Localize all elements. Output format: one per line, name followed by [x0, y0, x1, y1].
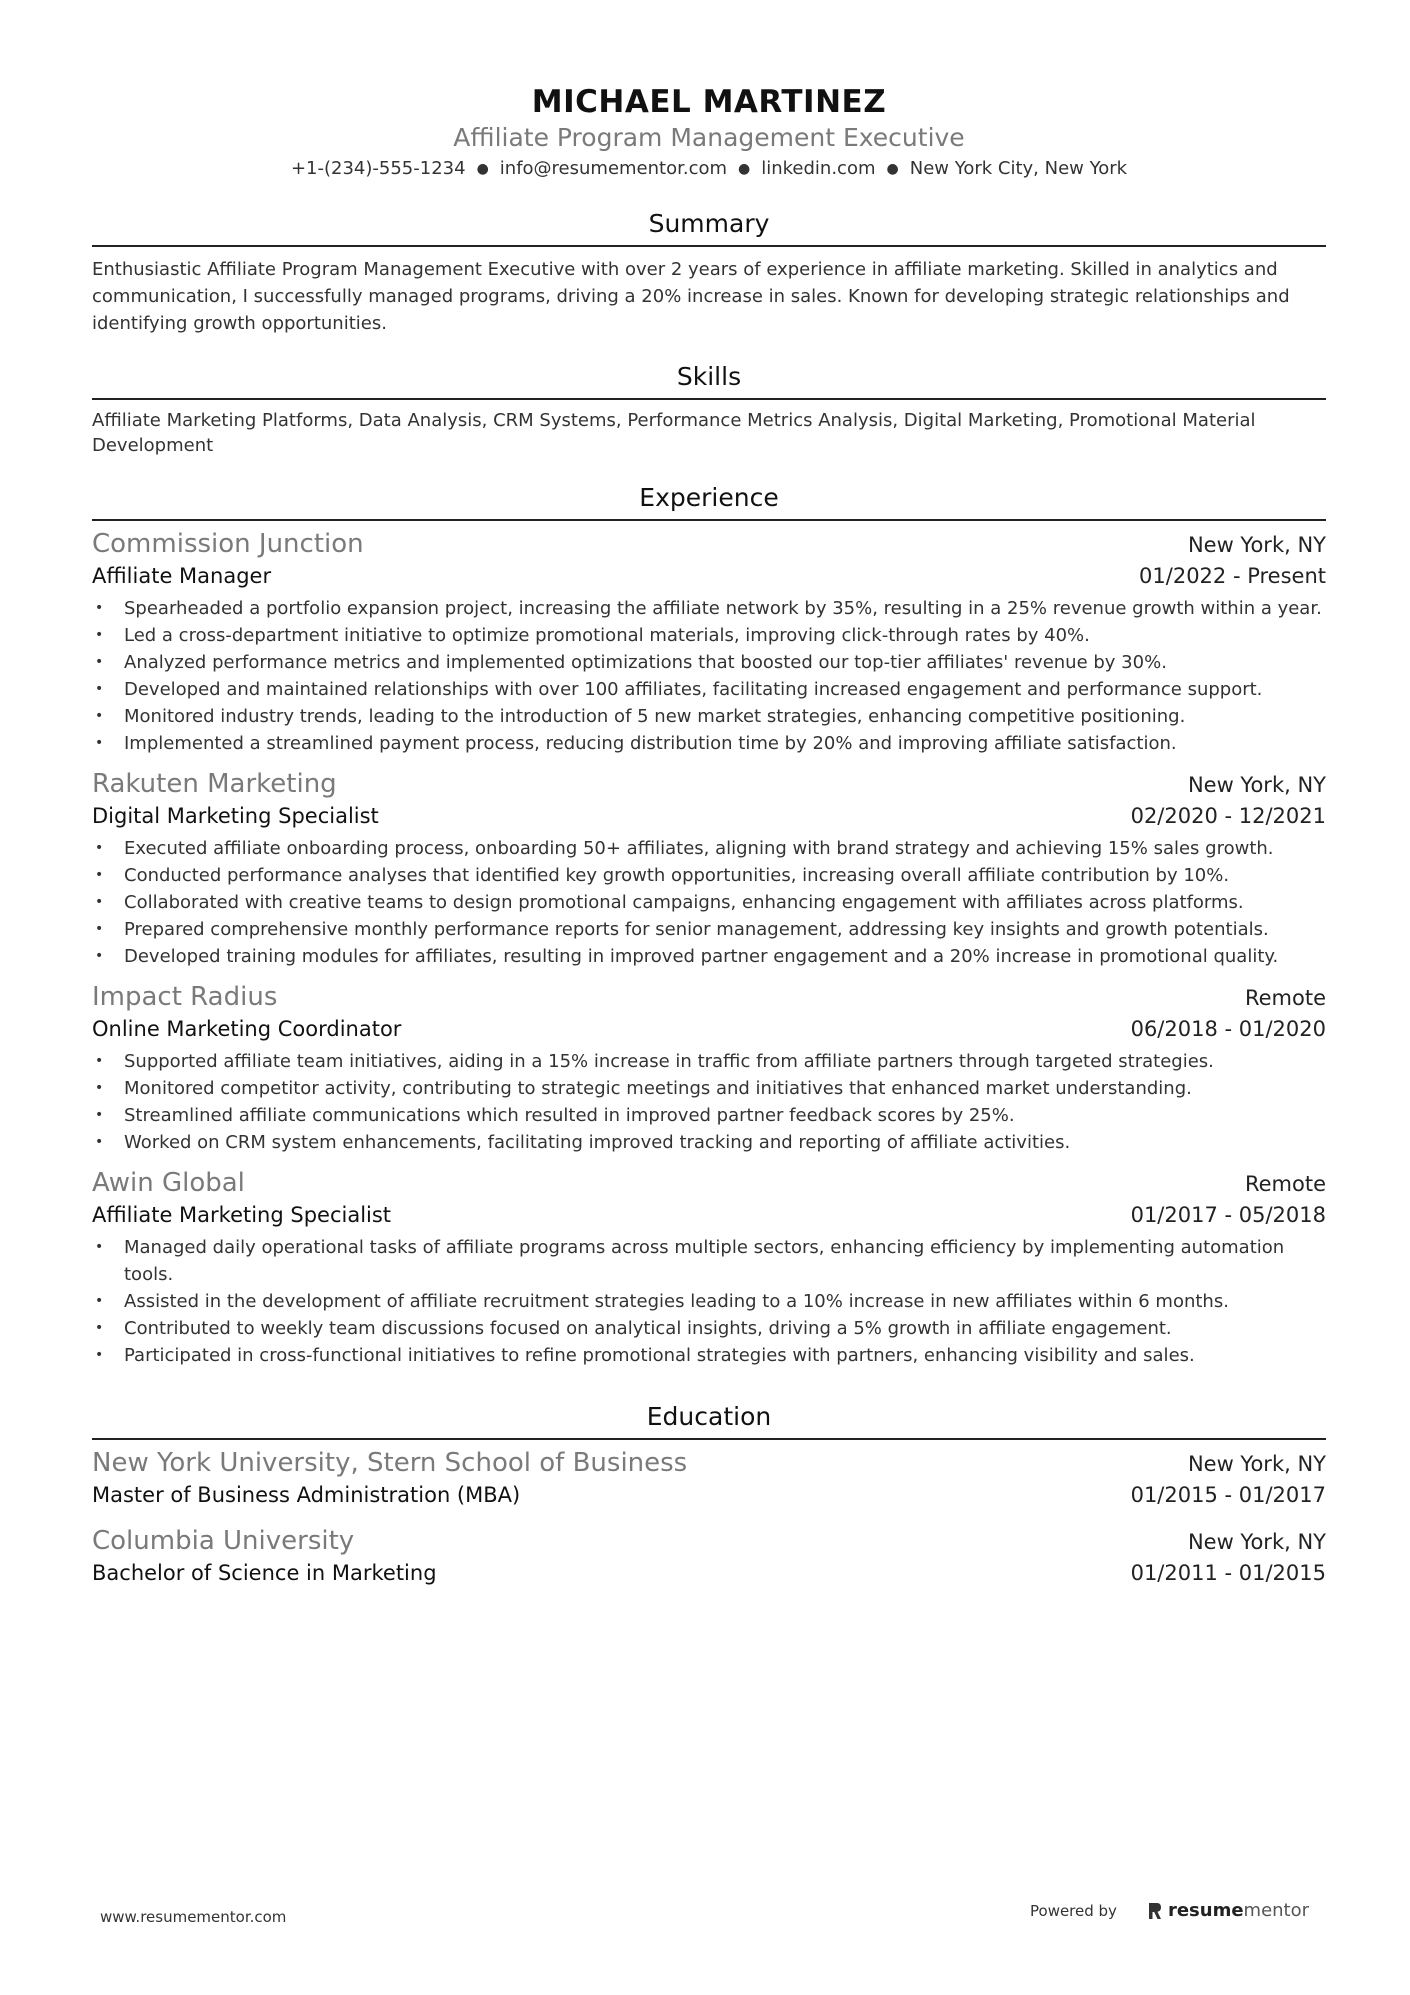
contact-email[interactable]: info@resumementor.com: [499, 158, 728, 179]
section-title-experience: Experience: [639, 483, 779, 512]
job-company: Commission Junction: [92, 529, 364, 559]
job-location: New York, NY: [1187, 773, 1326, 797]
education-dates: 01/2015 - 01/2017: [1130, 1483, 1326, 1507]
bullet-icon: •: [95, 840, 104, 856]
job-bullets: [92, 1234, 1326, 1369]
bullet-icon: •: [95, 1053, 104, 1069]
section-title-education: Education: [646, 1402, 772, 1431]
job-bullets: [92, 595, 1326, 757]
school-name: Columbia University: [92, 1526, 355, 1556]
school-location: New York, NY: [1187, 1452, 1326, 1476]
resume-header: [92, 84, 1326, 182]
bullet-icon: •: [95, 1080, 104, 1096]
job-location: Remote: [1244, 1172, 1326, 1196]
list-item: • Implemented a streamlined payment process, reducing distribution time by 20% and improving affiliate satisfaction.: [92, 730, 1326, 757]
education-entry: [92, 1524, 1326, 1588]
job-dates: 01/2022 - Present: [1139, 564, 1326, 588]
list-item: • Prepared comprehensive monthly performance reports for senior management, addressing key insights and growth potentials.: [92, 916, 1326, 943]
list-item: • Monitored competitor activity, contributing to strategic meetings and initiatives that enhanced market understanding.: [92, 1075, 1326, 1102]
resume-page: [92, 0, 1326, 1588]
job-bullets: [92, 835, 1326, 970]
contact-line: [92, 156, 1326, 182]
powered-by-label: Powered by: [1030, 1901, 1117, 1920]
contact-phone: +1-(234)-555-1234: [290, 158, 466, 179]
list-item: • Conducted performance analyses that identified key growth opportunities, increasing overall affiliate contribution by 10%.: [92, 862, 1326, 889]
degree-name: Bachelor of Science in Marketing: [92, 1561, 437, 1585]
bullet-icon: •: [95, 1320, 104, 1336]
resumementor-logo-icon: [1147, 1901, 1163, 1921]
skills-text: Affiliate Marketing Platforms, Data Analysis, CRM Systems, Performance Metrics Analysis, Digital Marketing, Promotional Material Development: [92, 410, 1256, 456]
list-item: • Developed and maintained relationships with over 100 affiliates, facilitating increased engagement and performance support.: [92, 676, 1326, 703]
brand-text-resume: resume: [1167, 1900, 1244, 1921]
contact-linkedin[interactable]: linkedin.com: [761, 158, 876, 179]
summary-text: Enthusiastic Affiliate Program Management Executive with over 2 years of experience in affiliate marketing. Skilled in analytics and communication, I successfully managed programs, driving a 20% increase in sales. Known for developing strategic relationships and identifying growth opportunities.: [92, 259, 1290, 334]
job-location: New York, NY: [1187, 533, 1326, 557]
bullet-icon: •: [95, 681, 104, 697]
footer-branding: [1030, 1900, 1309, 1921]
list-item: • Spearheaded a portfolio expansion project, increasing the affiliate network by 35%, resulting in a 25% revenue growth within a year.: [92, 595, 1326, 622]
bullet-icon: •: [95, 867, 104, 883]
job-dates: 02/2020 - 12/2021: [1130, 804, 1326, 828]
separator-dot-icon: ●: [476, 161, 489, 177]
list-item: • Monitored industry trends, leading to the introduction of 5 new market strategies, enhancing competitive positioning.: [92, 703, 1326, 730]
degree-name: Master of Business Administration (MBA): [92, 1483, 521, 1507]
education-dates: 01/2011 - 01/2015: [1130, 1561, 1326, 1585]
education-entry: [92, 1446, 1326, 1510]
bullet-icon: •: [95, 708, 104, 724]
bullet-icon: •: [95, 654, 104, 670]
footer-website[interactable]: www.resumementor.com: [100, 1908, 287, 1926]
bullet-icon: •: [95, 1107, 104, 1123]
school-location: New York, NY: [1187, 1530, 1326, 1554]
bullet-icon: •: [95, 1293, 104, 1309]
education-section: [92, 1401, 1326, 1588]
list-item: • Streamlined affiliate communications which resulted in improved partner feedback scores by 25%.: [92, 1102, 1326, 1129]
section-divider: [92, 245, 1326, 247]
job-bullets: [92, 1048, 1326, 1156]
bullet-icon: •: [95, 600, 104, 616]
list-item: • Managed daily operational tasks of affiliate programs across multiple sectors, enhancing efficiency by implementing automation tools.: [92, 1234, 1326, 1288]
list-item: • Led a cross-department initiative to optimize promotional materials, improving click-through rates by 40%.: [92, 622, 1326, 649]
list-item: • Participated in cross-functional initiatives to refine promotional strategies with partners, enhancing visibility and sales.: [92, 1342, 1326, 1369]
section-title-skills: Skills: [676, 362, 742, 391]
bullet-icon: •: [95, 921, 104, 937]
bullet-icon: •: [95, 627, 104, 643]
list-item: • Assisted in the development of affiliate recruitment strategies leading to a 10% increase in new affiliates within 6 months.: [92, 1288, 1326, 1315]
list-item: • Executed affiliate onboarding process, onboarding 50+ affiliates, aligning with brand strategy and achieving 15% sales growth.: [92, 835, 1326, 862]
bullet-icon: •: [95, 1134, 104, 1150]
job-role: Affiliate Marketing Specialist: [92, 1203, 392, 1227]
section-title-summary: Summary: [648, 209, 770, 238]
job-role: Digital Marketing Specialist: [92, 804, 379, 828]
list-item: • Analyzed performance metrics and implemented optimizations that boosted our top-tier affiliates' revenue by 30%.: [92, 649, 1326, 676]
brand-logo[interactable]: [1147, 1900, 1309, 1921]
job-location: Remote: [1244, 986, 1326, 1010]
summary-section: [92, 208, 1326, 337]
school-name: New York University, Stern School of Business: [92, 1448, 688, 1478]
list-item: • Collaborated with creative teams to design promotional campaigns, enhancing engagement with affiliates across platforms.: [92, 889, 1326, 916]
job-entry: [92, 527, 1326, 757]
job-dates: 01/2017 - 05/2018: [1130, 1203, 1326, 1227]
experience-section: [92, 482, 1326, 1369]
job-role: Affiliate Manager: [92, 564, 272, 588]
bullet-icon: •: [95, 948, 104, 964]
job-company: Awin Global: [92, 1168, 245, 1198]
job-entry: [92, 1166, 1326, 1369]
candidate-name: MICHAEL MARTINEZ: [531, 84, 887, 120]
job-role: Online Marketing Coordinator: [92, 1017, 402, 1041]
list-item: • Supported affiliate team initiatives, aiding in a 15% increase in traffic from affiliate partners through targeted strategies.: [92, 1048, 1326, 1075]
job-company: Rakuten Marketing: [92, 769, 337, 799]
section-divider: [92, 398, 1326, 400]
list-item: • Developed training modules for affiliates, resulting in improved partner engagement and a 20% increase in promotional quality.: [92, 943, 1326, 970]
section-divider: [92, 519, 1326, 521]
skills-section: [92, 361, 1326, 458]
list-item: • Worked on CRM system enhancements, facilitating improved tracking and reporting of affiliate activities.: [92, 1129, 1326, 1156]
separator-dot-icon: ●: [738, 161, 751, 177]
bullet-icon: •: [95, 735, 104, 751]
bullet-icon: •: [95, 1239, 104, 1255]
job-company: Impact Radius: [92, 982, 278, 1012]
job-entry: [92, 980, 1326, 1156]
contact-location: New York City, New York: [909, 158, 1128, 179]
section-divider: [92, 1438, 1326, 1440]
brand-text-mentor: mentor: [1243, 1900, 1310, 1921]
separator-dot-icon: ●: [886, 161, 899, 177]
list-item: • Contributed to weekly team discussions focused on analytical insights, driving a 5% growth in affiliate engagement.: [92, 1315, 1326, 1342]
bullet-icon: •: [95, 1347, 104, 1363]
candidate-title: Affiliate Program Management Executive: [453, 123, 965, 152]
bullet-icon: •: [95, 894, 104, 910]
job-dates: 06/2018 - 01/2020: [1130, 1017, 1326, 1041]
job-entry: [92, 767, 1326, 970]
